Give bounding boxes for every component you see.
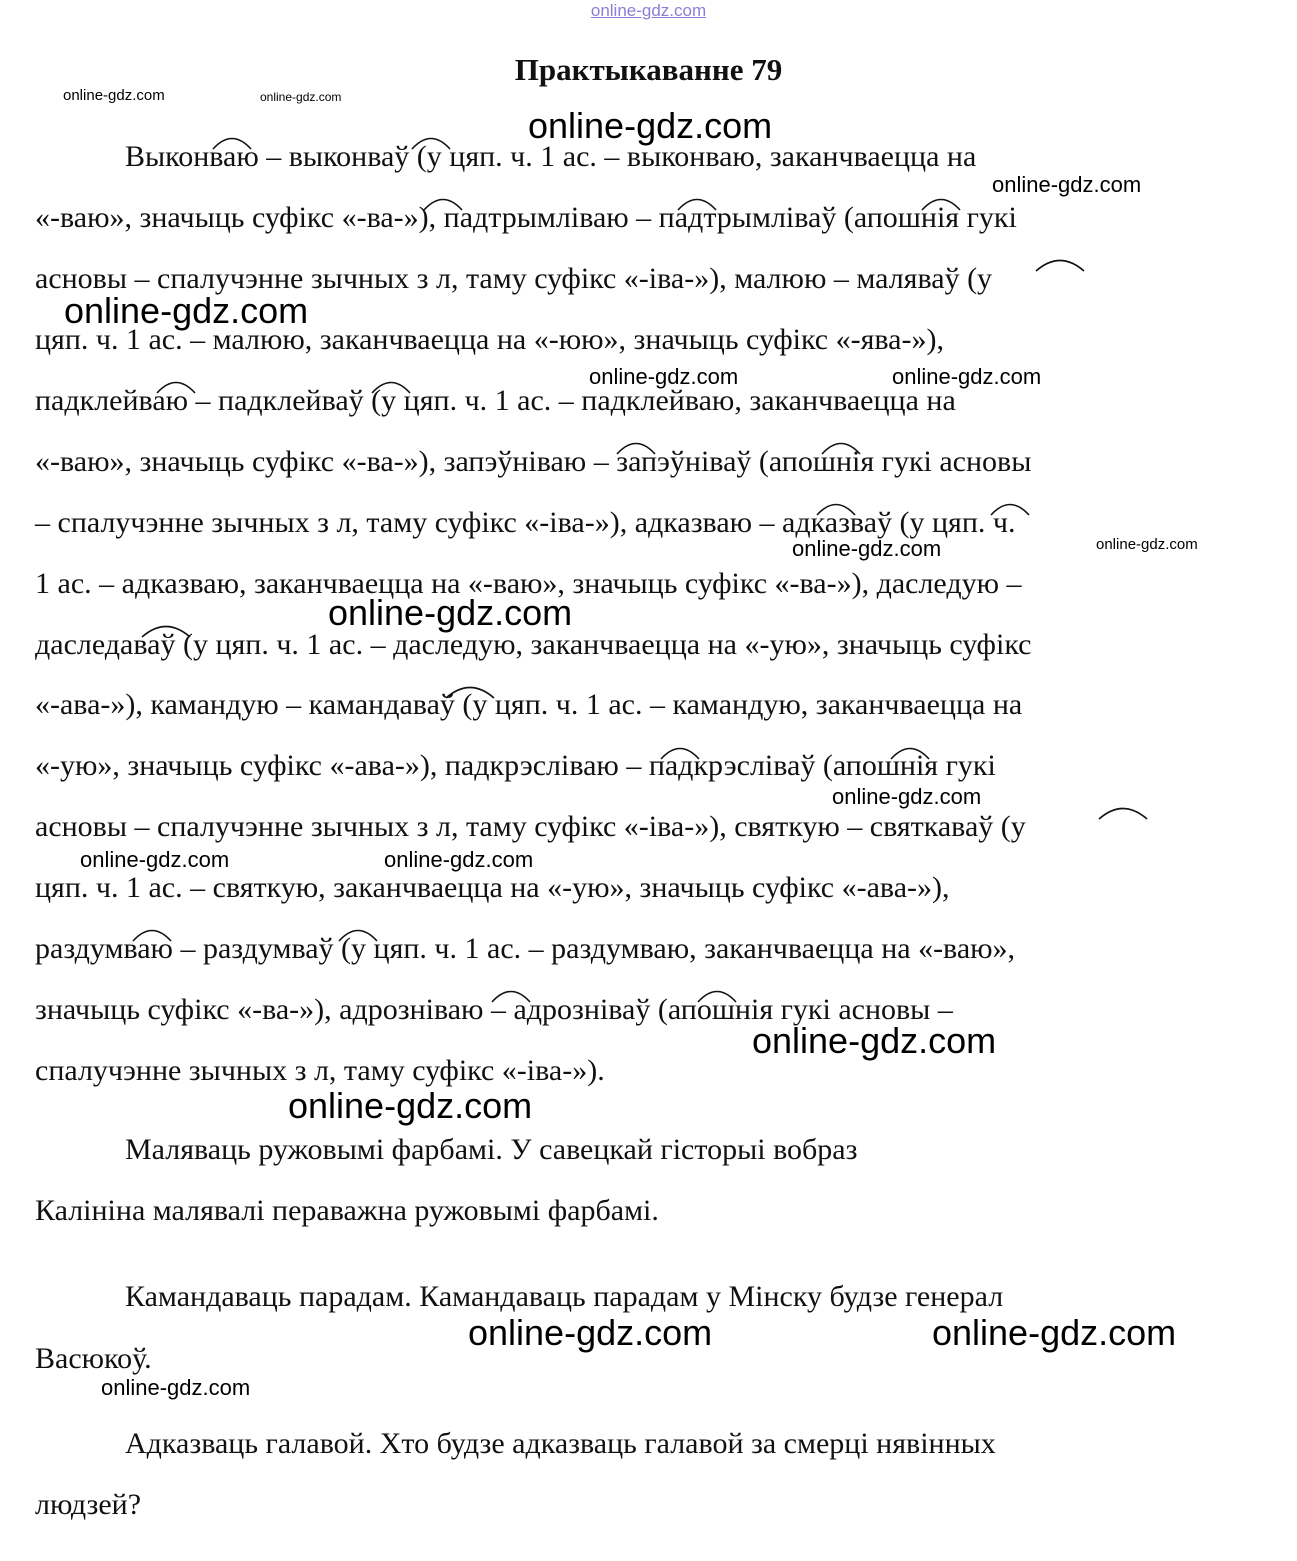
paragraph-line: раздумваю – раздумваў (у цяп. ч. 1 ас. – раздумваю, заканчваецца на «-ваю»,	[35, 932, 1016, 965]
watermark: online-gdz.com	[384, 847, 534, 872]
watermark: online-gdz.com	[589, 364, 739, 389]
suffix-arc	[1036, 261, 1084, 272]
paragraph-line: Выконваю – выконваў (у цяп. ч. 1 ас. – выконваю, заканчваецца на	[125, 140, 977, 173]
watermark: online-gdz.com	[892, 364, 1042, 389]
paragraph-line: «-ваю», значыць суфікс «-ва-»), запэўніваю – запэўніваў (апошнія гукі асновы	[35, 445, 1032, 478]
watermark: online-gdz.com	[101, 1375, 251, 1400]
watermark: online-gdz.com	[64, 290, 309, 331]
watermark: online-gdz.com	[468, 1312, 713, 1353]
paragraph-line: падклейваю – падклейваў (у цяп. ч. 1 ас. – падклейваю, заканчваецца на	[35, 384, 956, 417]
paragraph-line: асновы – спалучэнне зычных з л, таму суфікс «-іва-»), малюю – маляваў (у	[35, 262, 993, 295]
watermark: online-gdz.com	[288, 1085, 533, 1126]
page-title: Практыкаванне 79	[514, 52, 783, 87]
watermark: online-gdz.com	[992, 172, 1142, 197]
paragraph-line: значыць суфікс «-ва-»), адрозніваю – адрозніваў (апошнія гукі асновы –	[35, 993, 953, 1026]
watermark: online-gdz.com	[63, 87, 165, 104]
paragraph-line: «-ава-»), камандую – камандаваў (у цяп. ч. 1 ас. – камандую, заканчваецца на	[35, 688, 1023, 721]
watermark: online-gdz.com	[1096, 536, 1198, 553]
paragraph-line: 1 ас. – адказваю, заканчваецца на «-ваю», значыць суфікс «-ва-»), даследую –	[35, 567, 1022, 600]
paragraph-line: «-ваю», значыць суфікс «-ва-»), падтрымліваю – падтрымліваў (апошнія гукі	[35, 201, 1017, 234]
watermark: online-gdz.com	[260, 90, 342, 104]
top-watermark-link[interactable]: online-gdz.com	[590, 1, 707, 20]
watermark: online-gdz.com	[932, 1312, 1177, 1353]
watermark: online-gdz.com	[792, 536, 942, 561]
watermark: online-gdz.com	[528, 105, 773, 146]
paragraph-line: цяп. ч. 1 ас. – святкую, заканчваецца на «-ую», значыць суфікс «-ава-»),	[35, 871, 950, 904]
paragraph-line: «-ую», значыць суфікс «-ава-»), падкрэсліваю – падкрэсліваў (апошнія гукі	[35, 749, 996, 782]
paragraph-line: даследаваў (у цяп. ч. 1 ас. – даследую, заканчваецца на «-ую», значыць суфікс	[35, 628, 1032, 661]
sentence-line: Маляваць ружовымі фарбамі. У савецкай гісторыі вобраз	[125, 1133, 858, 1166]
paragraph-line: цяп. ч. 1 ас. – малюю, заканчваецца на «-юю», значыць суфікс «-ява-»),	[35, 323, 944, 356]
sentence-line: людзей?	[35, 1488, 142, 1521]
watermark: online-gdz.com	[752, 1020, 997, 1061]
paragraph-line: – спалучэнне зычных з л, таму суфікс «-іва-»), адказваю – адказваў (у цяп. ч.	[35, 506, 1016, 539]
sentence-line: Камандаваць парадам. Камандаваць парадам у Мінску будзе генерал	[125, 1280, 1004, 1313]
watermark: online-gdz.com	[80, 847, 230, 872]
watermark: online-gdz.com	[832, 784, 982, 809]
sentence-line: Адказваць галавой. Хто будзе адказваць галавой за смерці нявінных	[125, 1427, 996, 1460]
watermark: online-gdz.com	[328, 592, 573, 633]
suffix-arc	[1099, 809, 1147, 820]
sentence-line: Васюкоў.	[35, 1342, 152, 1375]
paragraph-line: асновы – спалучэнне зычных з л, таму суфікс «-іва-»), святкую – святкаваў (у	[35, 810, 1026, 843]
paragraph-line: спалучэнне зычных з л, таму суфікс «-іва-»).	[35, 1054, 605, 1087]
sentence-line: Калініна малявалі пераважна ружовымі фарбамі.	[35, 1194, 659, 1227]
